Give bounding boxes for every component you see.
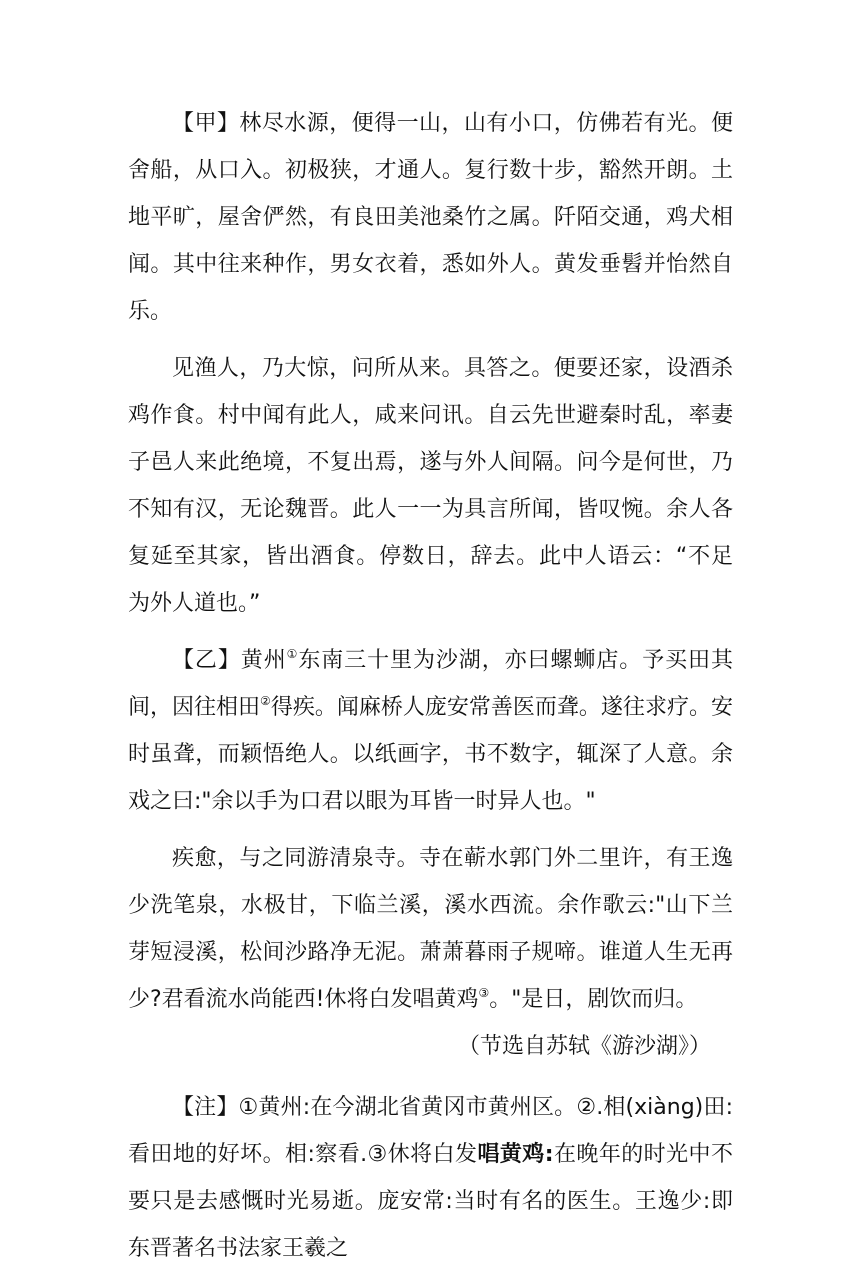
- yi-p2-text-b: 。"是日，剧饮而归。: [489, 987, 698, 1012]
- yi-paragraph-2: [128, 835, 733, 1023]
- yi-p1-text-b: 东南三十里为沙湖，亦曰螺蛳店。予买田其间，因往相田: [128, 648, 733, 720]
- yi-paragraph-1: [128, 637, 733, 825]
- yi-p1-text-c: 得疾。闻麻桥人庞安常善医而聋。遂往求疗。安时虽聋，而颖悟绝人。以纸画字，书不数字，辄深了人意。余戏之曰:"余以手为口君以眼为耳皆一时异人也。": [128, 695, 733, 814]
- footnote-marker-3: ③: [478, 986, 490, 1000]
- document-page: [128, 100, 733, 1272]
- notes-bold-term: 唱黄鸡:: [477, 1142, 554, 1167]
- yi-p1-text-a: 【乙】黄州: [172, 648, 287, 673]
- footnote-marker-1: ①: [286, 647, 299, 661]
- notes-text-b: 在晚年的时光中不要只是去感慨时光易逝。庞安常:当时有名的医生。王逸少:即东晋著名书法家王羲之: [128, 1142, 733, 1261]
- notes-paragraph: [128, 1084, 733, 1272]
- source-citation: （节选自苏轼《游沙湖》）: [457, 1034, 711, 1059]
- jia-paragraph-1: 【甲】林尽水源，便得一山，山有小口，仿佛若有光。便舍船，从口入。初极狭，才通人。复行数十步，豁然开朗。土地平旷，屋舍俨然，有良田美池桑竹之属。阡陌交通，鸡犬相闻。其中往来种作，男女衣着，悉如外人。黄发垂髫并怡然自乐。: [128, 111, 733, 324]
- yi-p2-text-a: 疾愈，与之同游清泉寺。寺在蕲水郭门外二里许，有王逸少洗笔泉，水极甘，下临兰溪，溪水西流。余作歌云:"山下兰芽短浸溪，松间沙路净无泥。萧萧暮雨子规啼。谁道人生无再少?君看流水尚能西!休将白发唱黄鸡: [128, 846, 733, 1012]
- footnote-marker-2: ②: [260, 694, 271, 708]
- jia-paragraph-2: 见渔人，乃大惊，问所从来。具答之。便要还家，设酒杀鸡作食。村中闻有此人，咸来问讯。自云先世避秦时乱，率妻子邑人来此绝境，不复出焉，遂与外人间隔。问今是何世，乃不知有汉，无论魏晋。此人一一为具言所闻，皆叹惋。余人各复延至其家，皆出酒食。停数日，辞去。此中人语云：“不足为外人道也。”: [128, 356, 733, 616]
- notes-text-a: 【注】①黄州:在今湖北省黄冈市黄州区。②.相(xiàng)田:看田地的好坏。相:察看.③休将白发: [128, 1095, 733, 1167]
